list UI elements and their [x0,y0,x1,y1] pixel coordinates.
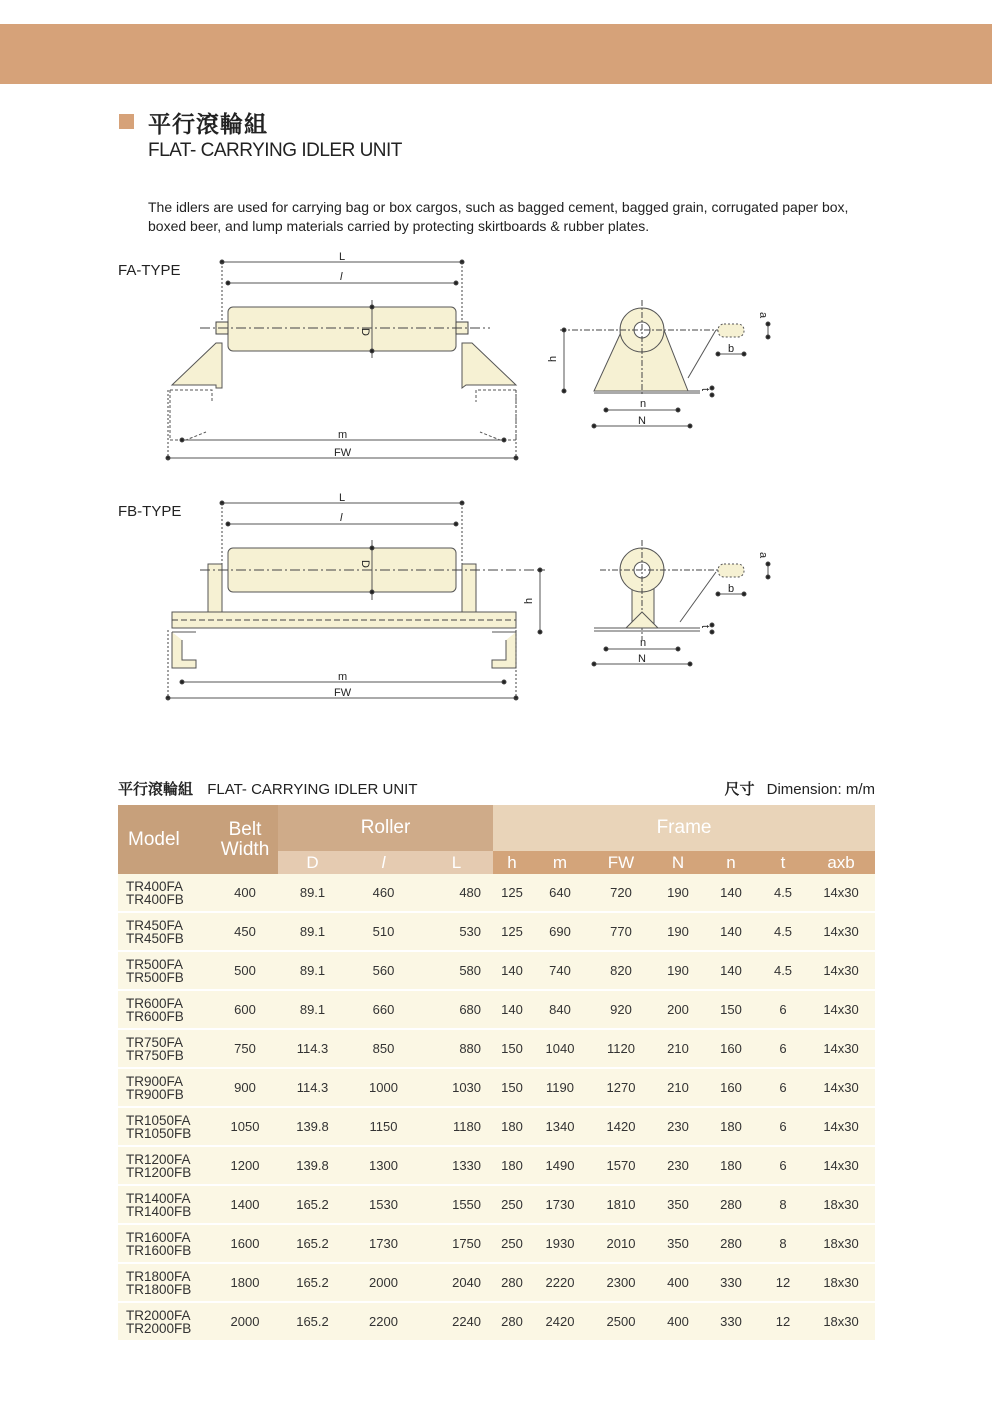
cell-model [118,1029,212,1068]
cell-belt-width: 1600 [212,1224,278,1263]
spec-table-body [118,874,875,1341]
cell-roller-D: 89.1 [278,951,347,990]
cell-frame-m: 2420 [531,1302,589,1341]
cell-frame-N: 200 [653,990,703,1029]
cell-frame-t: 6 [759,1107,807,1146]
cell-roller-l: 1300 [347,1146,420,1185]
cell-frame-n: 160 [703,1068,759,1107]
fa-dim-FW: FW [334,447,352,459]
table-row [118,1029,875,1068]
cell-frame-N: 400 [653,1263,703,1302]
cell-frame-n: 330 [703,1302,759,1341]
page-title-chinese: 平行滾輪組 [148,111,268,137]
model-fa: TR1200FA [126,1151,191,1167]
table-row [118,874,875,912]
cell-roller-D: 165.2 [278,1224,347,1263]
cell-belt-width: 500 [212,951,278,990]
cell-frame-FW: 1420 [589,1107,653,1146]
cell-frame-N: 210 [653,1029,703,1068]
cell-frame-m: 1730 [531,1185,589,1224]
header-axb: axb [807,851,875,874]
cell-frame-h: 280 [493,1302,531,1341]
cell-frame-N: 400 [653,1302,703,1341]
cell-frame-N: 190 [653,951,703,990]
cell-roller-D: 114.3 [278,1029,347,1068]
model-fa: TR400FA [126,878,184,894]
cell-roller-L: 580 [420,951,493,990]
cell-frame-h: 250 [493,1185,531,1224]
cell-frame-m: 690 [531,912,589,951]
cell-frame-FW: 820 [589,951,653,990]
cell-frame-h: 140 [493,951,531,990]
cell-frame-t: 12 [759,1263,807,1302]
cell-roller-L: 2040 [420,1263,493,1302]
cell-frame-FW: 1570 [589,1146,653,1185]
cell-roller-L: 1550 [420,1185,493,1224]
cell-model [118,912,212,951]
cell-roller-L: 880 [420,1029,493,1068]
cell-belt-width: 1800 [212,1263,278,1302]
cell-frame-FW: 1270 [589,1068,653,1107]
model-fb: TR1800FB [126,1281,192,1297]
cell-frame-N: 210 [653,1068,703,1107]
cell-frame-FW: 2500 [589,1302,653,1341]
fa-dim-h: h [547,355,559,362]
table-caption-chinese: 平行滾輪組 [118,781,194,798]
model-fa: TR750FA [126,1034,184,1050]
cell-frame-axb: 14x30 [807,1029,875,1068]
cell-frame-h: 125 [493,912,531,951]
cell-frame-n: 330 [703,1263,759,1302]
cell-frame-h: 140 [493,990,531,1029]
model-fa: TR600FA [126,995,184,1011]
model-fa: TR450FA [126,917,184,933]
model-fb: TR1600FB [126,1242,192,1258]
cell-model [118,1263,212,1302]
header-model: Model [118,805,212,874]
cell-belt-width: 1200 [212,1146,278,1185]
cell-frame-t: 6 [759,1068,807,1107]
cell-roller-l: 2000 [347,1263,420,1302]
fb-dim-h: h [523,597,535,604]
cell-roller-D: 114.3 [278,1068,347,1107]
header-FW: FW [589,851,653,874]
table-row [118,990,875,1029]
model-fb: TR750FB [126,1047,184,1063]
table-row [118,1185,875,1224]
fb-dim-N: N [638,653,646,665]
cell-model [118,1302,212,1341]
cell-roller-l: 2200 [347,1302,420,1341]
cell-model [118,1224,212,1263]
model-fb: TR450FB [126,930,184,946]
cell-frame-axb: 14x30 [807,951,875,990]
cell-model [118,1107,212,1146]
model-fb: TR900FB [126,1086,184,1102]
cell-frame-h: 280 [493,1263,531,1302]
cell-frame-N: 190 [653,912,703,951]
page-title-english: FLAT- CARRYING IDLER UNIT [148,140,402,161]
cell-frame-N: 230 [653,1146,703,1185]
table-row [118,1146,875,1185]
model-fb: TR400FB [126,891,184,907]
header-L: L [420,851,493,874]
cell-frame-h: 150 [493,1068,531,1107]
description-paragraph: The idlers are used for carrying bag or box cargos, such as bagged cement, bagged grain, corrugated paper box, boxed beer, and lump materials carried by protecting skirtboards & rubber plates. [148,199,849,234]
cell-frame-h: 125 [493,874,531,912]
cell-frame-m: 1340 [531,1107,589,1146]
cell-frame-t: 4.5 [759,912,807,951]
cell-frame-FW: 1120 [589,1029,653,1068]
table-caption-english: FLAT- CARRYING IDLER UNIT [207,781,418,798]
fa-type-label: FA-TYPE [118,262,181,279]
model-fb: TR600FB [126,1008,184,1024]
cell-frame-axb: 18x30 [807,1263,875,1302]
cell-frame-h: 180 [493,1146,531,1185]
model-fa: TR1600FA [126,1229,191,1245]
cell-roller-D: 89.1 [278,990,347,1029]
fa-dim-n: n [640,398,647,410]
cell-frame-n: 150 [703,990,759,1029]
cell-frame-t: 8 [759,1224,807,1263]
dimension-chinese: 尺寸 [724,781,755,798]
cell-frame-axb: 18x30 [807,1185,875,1224]
table-row [118,1302,875,1341]
fa-dim-b: b [728,343,735,355]
fa-front-view [166,251,518,460]
cell-frame-FW: 1810 [589,1185,653,1224]
cell-frame-axb: 14x30 [807,990,875,1029]
cell-frame-n: 180 [703,1146,759,1185]
cell-model [118,874,212,912]
model-fb: TR2000FB [126,1320,192,1336]
table-row [118,1068,875,1107]
cell-roller-l: 1150 [347,1107,420,1146]
cell-frame-axb: 18x30 [807,1302,875,1341]
model-fa: TR1800FA [126,1268,191,1284]
cell-model [118,990,212,1029]
fa-dim-t: t [699,388,711,392]
fa-dim-a: a [757,312,769,319]
cell-roller-D: 139.8 [278,1146,347,1185]
header-belt-width: Belt Width [212,805,278,874]
fb-type-label: FB-TYPE [118,503,182,520]
fb-front-view [166,492,545,700]
model-fa: TR2000FA [126,1307,191,1323]
header-m: m [531,851,589,874]
fa-dim-N: N [638,415,646,427]
fa-side-view [547,300,770,428]
fb-dim-l: l [340,512,343,524]
cell-roller-L: 480 [420,874,493,912]
table-caption [118,778,418,799]
model-fa: TR1400FA [126,1190,191,1206]
model-fb: TR1400FB [126,1203,192,1219]
cell-frame-t: 6 [759,1029,807,1068]
fa-dim-m: m [338,429,348,441]
cell-roller-D: 89.1 [278,874,347,912]
cell-frame-FW: 770 [589,912,653,951]
cell-frame-m: 2220 [531,1263,589,1302]
cell-roller-l: 1730 [347,1224,420,1263]
table-row [118,1263,875,1302]
cell-frame-n: 280 [703,1224,759,1263]
cell-roller-l: 560 [347,951,420,990]
cell-frame-N: 230 [653,1107,703,1146]
dimension-english: Dimension: m/m [766,781,875,798]
cell-frame-n: 160 [703,1029,759,1068]
cell-roller-L: 680 [420,990,493,1029]
cell-frame-n: 140 [703,874,759,912]
table-row [118,912,875,951]
cell-roller-L: 1750 [420,1224,493,1263]
cell-model [118,951,212,990]
cell-roller-l: 1000 [347,1068,420,1107]
cell-roller-L: 530 [420,912,493,951]
cell-frame-axb: 14x30 [807,874,875,912]
cell-model [118,1068,212,1107]
cell-frame-FW: 920 [589,990,653,1029]
cell-frame-h: 180 [493,1107,531,1146]
cell-frame-axb: 14x30 [807,912,875,951]
table-row [118,1224,875,1263]
cell-frame-FW: 2010 [589,1224,653,1263]
cell-roller-L: 1030 [420,1068,493,1107]
table-row [118,951,875,990]
cell-frame-n: 140 [703,951,759,990]
cell-belt-width: 450 [212,912,278,951]
model-fb: TR500FB [126,969,184,985]
spec-table [118,805,875,1342]
header-D: D [278,851,347,874]
cell-frame-m: 1040 [531,1029,589,1068]
cell-roller-l: 460 [347,874,420,912]
cell-frame-t: 8 [759,1185,807,1224]
cell-frame-N: 350 [653,1185,703,1224]
cell-frame-axb: 18x30 [807,1224,875,1263]
cell-frame-t: 6 [759,1146,807,1185]
fb-dim-L: L [339,492,346,504]
model-fa: TR500FA [126,956,184,972]
model-fb: TR1050FB [126,1125,192,1141]
cell-frame-m: 1930 [531,1224,589,1263]
cell-roller-L: 1330 [420,1146,493,1185]
cell-frame-t: 12 [759,1302,807,1341]
cell-frame-m: 1190 [531,1068,589,1107]
cell-belt-width: 750 [212,1029,278,1068]
cell-frame-axb: 14x30 [807,1146,875,1185]
cell-frame-t: 4.5 [759,874,807,912]
fb-dim-t: t [699,625,711,629]
header-roller: Roller [278,805,493,851]
fa-dim-D: D [359,328,371,336]
cell-frame-m: 840 [531,990,589,1029]
cell-roller-D: 89.1 [278,912,347,951]
cell-model [118,1146,212,1185]
cell-frame-m: 1490 [531,1146,589,1185]
header-l: l [347,851,420,874]
cell-belt-width: 400 [212,874,278,912]
cell-roller-D: 165.2 [278,1302,347,1341]
table-row [118,1107,875,1146]
cell-roller-D: 139.8 [278,1107,347,1146]
fb-dim-m: m [338,671,348,683]
cell-frame-N: 190 [653,874,703,912]
cell-model [118,1185,212,1224]
cell-roller-l: 850 [347,1029,420,1068]
cell-frame-axb: 14x30 [807,1068,875,1107]
cell-frame-m: 740 [531,951,589,990]
cell-frame-n: 280 [703,1185,759,1224]
header-t: t [759,851,807,874]
fb-dim-n: n [640,637,647,649]
fb-dim-a: a [757,552,769,559]
cell-frame-n: 180 [703,1107,759,1146]
cell-roller-l: 660 [347,990,420,1029]
cell-frame-h: 150 [493,1029,531,1068]
fb-dim-D: D [359,560,371,568]
cell-roller-l: 510 [347,912,420,951]
header-n: n [703,851,759,874]
cell-belt-width: 900 [212,1068,278,1107]
cell-belt-width: 1400 [212,1185,278,1224]
cell-belt-width: 2000 [212,1302,278,1341]
model-fa: TR1050FA [126,1112,191,1128]
fb-dim-FW: FW [334,687,352,699]
cell-frame-axb: 14x30 [807,1107,875,1146]
header-N: N [653,851,703,874]
cell-roller-L: 2240 [420,1302,493,1341]
model-fb: TR1200FB [126,1164,192,1180]
dimension-unit-note [724,778,875,799]
model-fa: TR900FA [126,1073,184,1089]
cell-belt-width: 1050 [212,1107,278,1146]
cell-frame-N: 350 [653,1224,703,1263]
cell-roller-l: 1530 [347,1185,420,1224]
fa-dim-L: L [339,251,346,263]
cell-frame-FW: 720 [589,874,653,912]
cell-frame-t: 4.5 [759,951,807,990]
fb-dim-b: b [728,583,735,595]
cell-frame-n: 140 [703,912,759,951]
fa-dim-l: l [340,271,343,283]
header-frame: Frame [493,805,875,851]
cell-frame-m: 640 [531,874,589,912]
header-h: h [493,851,531,874]
fb-side-view [592,540,770,666]
cell-frame-FW: 2300 [589,1263,653,1302]
cell-roller-D: 165.2 [278,1185,347,1224]
cell-frame-t: 6 [759,990,807,1029]
cell-roller-L: 1180 [420,1107,493,1146]
cell-roller-D: 165.2 [278,1263,347,1302]
cell-frame-h: 250 [493,1224,531,1263]
cell-belt-width: 600 [212,990,278,1029]
